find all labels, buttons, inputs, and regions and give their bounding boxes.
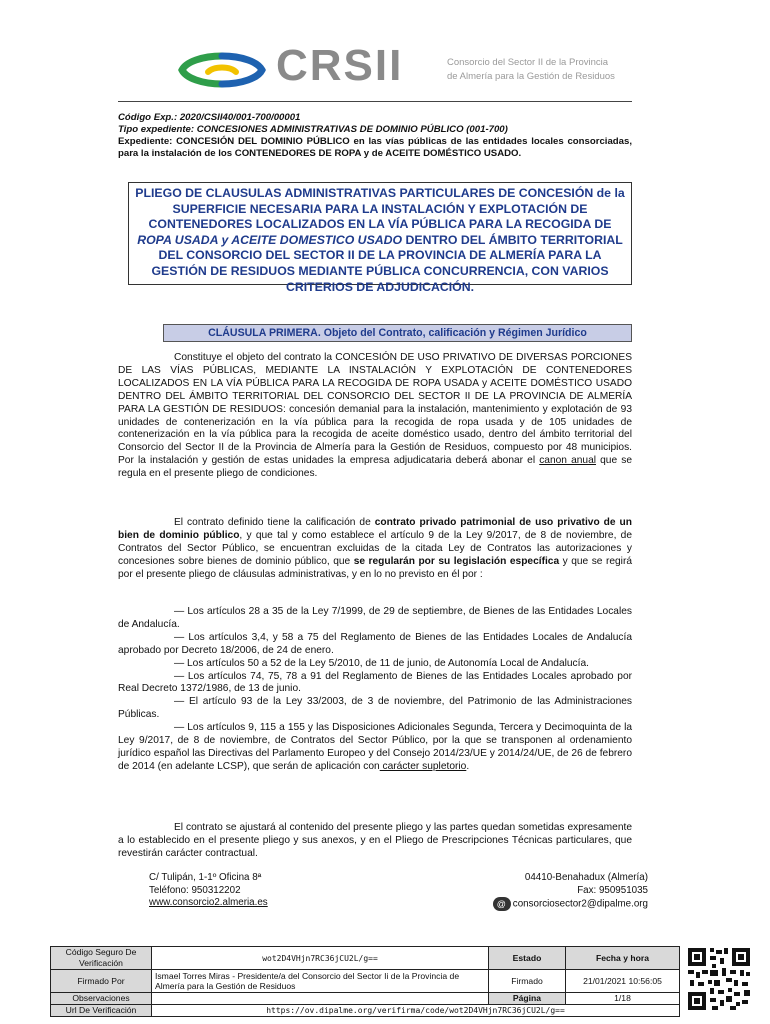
label-pagina: Página: [489, 993, 566, 1005]
pagina-value: 1/18: [566, 993, 680, 1005]
list-item: — Los artículos 50 a 52 de la Ley 5/2010, de 11 de junio, de Autonomía Local de Andalucía.: [174, 657, 589, 669]
label-firmado: Firmado Por: [51, 970, 152, 993]
p2-text-a: El contrato definido tiene la calificación de: [174, 517, 375, 528]
p2-bold-2: se regularán por su legislación específica: [353, 555, 560, 567]
paragraph-calificacion: [118, 517, 632, 582]
label-estado: Estado: [489, 947, 566, 970]
clause-heading: CLÁUSULA PRIMERA. Objeto del Contrato, calificación y Régimen Jurídico: [163, 324, 632, 342]
document-title: [128, 182, 632, 294]
list-item: — Los artículos 28 a 35 de la Ley 7/1999, de 29 de septiembre, de Bienes de las Entidades Locales de Andalucía.: [118, 606, 632, 630]
list-item-last-text: — Los artículos 9, 115 a 155 y las Disposiciones Adicionales Segunda, Tercera y Decimoquinta de la Ley 9/2017, de 8 de noviembre, de Contratos del Sector Público, por la que se transponen al ordenamiento jurídico español las Directivas del Parlamento Europeo y del Consejo 2014/23/UE y 2014/24/UE, de 26 de febrero de 2014 (en adelante LCSP), que serán de aplicación con: [118, 722, 632, 772]
phone-number: Teléfono: 950312202: [149, 884, 241, 896]
label-codigo: Código Seguro De Verificación: [51, 947, 152, 970]
tipo-expediente: Tipo expediente: CONCESIONES ADMINISTRATIVAS DE DOMINIO PÚBLICO (001-700): [118, 124, 508, 135]
email-line: [470, 897, 648, 911]
email-icon: [493, 897, 511, 911]
qr-code-icon: [686, 946, 752, 1012]
crs-logo-icon: [178, 50, 266, 90]
label-observaciones: Observaciones: [51, 993, 152, 1005]
label-fecha: Fecha y hora: [566, 947, 680, 970]
expediente-block: [118, 112, 632, 160]
estado-value: Firmado: [489, 970, 566, 993]
list-item: — Los artículos 74, 75, 78 a 91 del Reglamento de Bienes de las Entidades Locales aprobado por Real Decreto 1372/1986, de 13 de junio.: [118, 670, 632, 695]
codigo-value: wot2D4VHjn7RC36jCU2L/g==: [152, 947, 489, 970]
p2-text-d: y que se regirá por el presente pliego de cláusulas administrativas, y en lo no previsto en él por :: [118, 555, 632, 580]
canon-anual-link: canon anual: [539, 455, 597, 467]
org-name-line2: de Almería para la Gestión de Residuos: [447, 71, 615, 82]
title-italic: ROPA USADA y ACEITE DOMESTICO USADO: [137, 232, 403, 247]
list-item: [118, 722, 632, 774]
p1-text-end: que se regula en el presente pliego de condiciones.: [118, 455, 633, 480]
title-part1: PLIEGO DE CLAUSULAS ADMINISTRATIVAS PARTICULARES DE CONCESIÓN de la SUPERFICIE NECESARIA PARA LA INSTALACIÓN Y EXPLOTACIÓN DE CONTENEDORES LOCALIZADOS EN LA VÍA PÚBLICA PARA LA RECOGIDA DE: [135, 186, 625, 232]
list-item: — Los artículos 3,4, y 58 a 75 del Reglamento de Bienes de las Entidades Locales de Andalucía aprobado por Decreto 18/2006, de 24 de enero.: [118, 631, 632, 656]
verification-table: [50, 946, 680, 1017]
descripcion-expediente: Expediente: CONCESIÓN DEL DOMINIO PÚBLICO en las vías públicas de las entidades locales consorciadas, para la instalación de los CONTENEDORES DE ROPA y de ACEITE DOMÉSTICO USADO.: [118, 136, 632, 159]
email-address[interactable]: consorciosector2@dipalme.org: [512, 898, 648, 910]
fecha-value: 21/01/2021 10:56:05: [566, 970, 680, 993]
organization-name: [447, 56, 615, 84]
p2-text-c: , y que tal y como establece el artículo 9 de la Ley 9/2017, de 8 de noviembre, de Contratos del Sector Público, se encuentran excluidas de la citada Ley de Contratos las autorizaciones y concesiones sobre bienes de dominio público, que: [118, 529, 632, 567]
caracter-supletorio: carácter supletorio: [379, 760, 467, 772]
list-item: — El artículo 93 de la Ley 33/2003, de 3 de noviembre, del Patrimonio de las Administraciones Públicas.: [118, 696, 632, 721]
p1-text: Constituye el objeto del contrato la CONCESIÓN DE USO PRIVATIVO DE DIVERSAS PORCIONES DE LAS VÍAS PÚBLICAS, MEDIANTE LA INSTALACIÓN Y EXPLOTACIÓN DE CONTENEDORES LOCALIZADOS EN LA VÍA PÚBLICA PARA LA RECOGIDA DE ROPA USADA y ACEITE DOMÉSTICO USADO DENTRO DEL ÁMBITO TERRITORIAL DEL CONSORCIO DEL SECTOR II DE LA PROVINCIA DE ALMERÍA PARA LA GESTIÓN DE RESIDUOS: concesión demanial para la instalación, mantenimiento y explotación de 93 unidades de contenerización en la vía pública para la recogida de ropa usada y de 105 unidades de contenerización en la vía pública para la recogida de aceite doméstico usado, dentro del ámbito territorial del Consorcio del Sector II de la Provincia de Almería para la Gestión de Residuos, compuesto por 48 municipios. Por la instalación y gestión de estas unidades la empresa adjudicataria deberá abonar el: [118, 352, 632, 467]
logo-wordmark: CRSII: [276, 41, 404, 90]
street-address: C/ Tulipán, 1-1º Oficina 8ª: [149, 872, 262, 883]
url-value[interactable]: https://ov.dipalme.org/verifirma/code/wot2D4VHjn7RC36jCU2L/g==: [152, 1005, 680, 1017]
legislation-list: [118, 606, 632, 774]
footer-address: [149, 872, 268, 910]
p4-text: El contrato se ajustará al contenido del presente pliego y las partes quedan sometidas expresamente a lo establecido en el presente pliego y sus anexos, y en el Pliego de Prescripciones Técnicas particulares, que revestirán carácter contractual.: [118, 822, 632, 859]
firmante-value: Ismael Torres Miras - Presidente/a del Consorcio del Sector Ii de la Provincia de Almería para la Gestión de Residuos: [152, 970, 489, 993]
codigo-expediente: Código Exp.: 2020/CSII40/001-700/00001: [118, 112, 301, 123]
fax-number: Fax: 950951035: [577, 884, 648, 896]
website-link[interactable]: www.consorcio2.almeria.es: [149, 897, 268, 908]
title-part2: DENTRO DEL ÁMBITO TERRITORIAL DEL CONSORCIO DEL SECTOR II DE LA PROVINCIA DE ALMERÍA PARA LA GESTIÓN DE RESIDUOS MEDIANTE PÚBLICA CONCURRENCIA, CON VARIOS CRITERIOS DE ADJUDICACIÓN.: [151, 232, 623, 294]
label-url: Url De Verificación: [51, 1005, 152, 1017]
org-name-line1: Consorcio del Sector II de la Provincia: [447, 57, 609, 68]
p2-bold-1: contrato privado patrimonial de uso privativo de un bien de dominio público: [118, 517, 632, 541]
city: 04410-Benahadux (Almería): [524, 872, 648, 883]
footer-contact: [470, 872, 648, 911]
observaciones-value: [152, 993, 489, 1005]
paragraph-objeto: [118, 352, 632, 481]
list-item-last-end: .: [466, 760, 470, 772]
paragraph-ajuste: [118, 822, 632, 861]
header-divider: [118, 101, 632, 102]
